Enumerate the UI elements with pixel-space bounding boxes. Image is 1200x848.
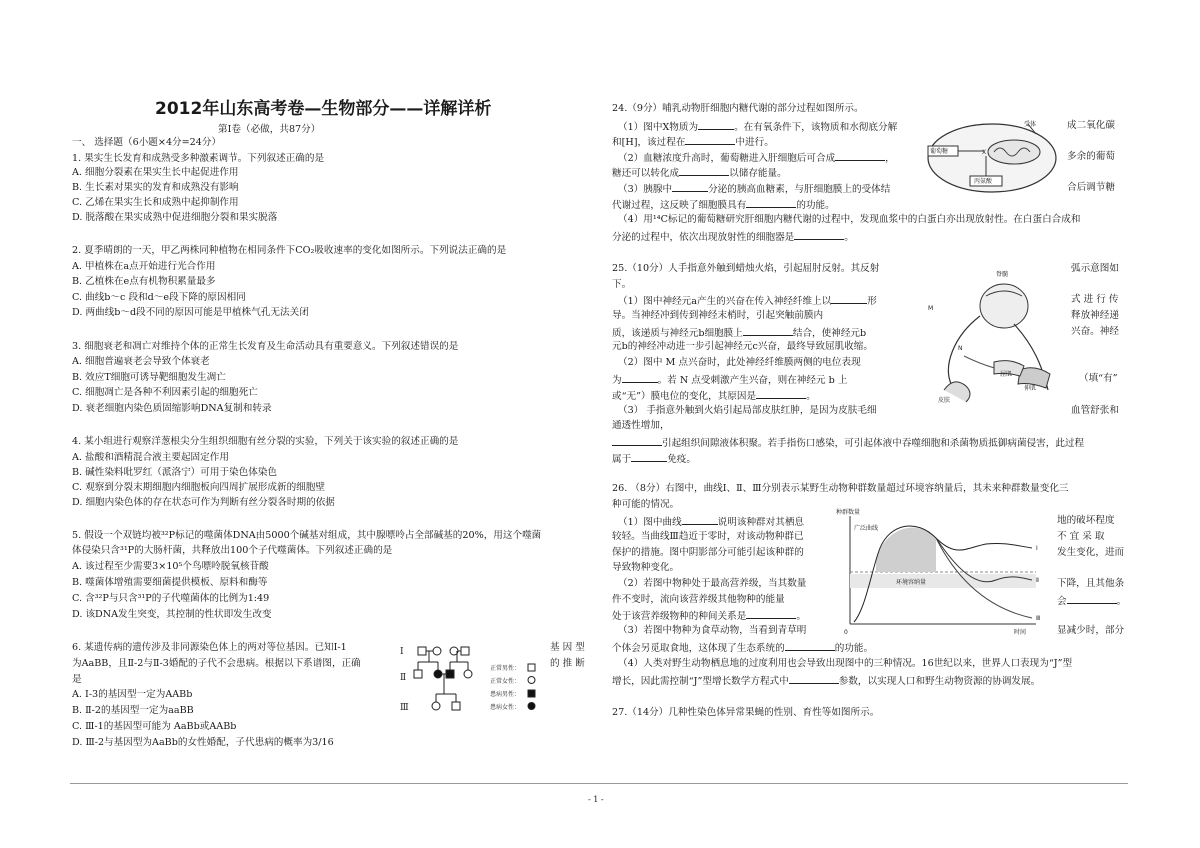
q24-part4: （4）用¹⁴C标记的葡萄糖研究肝细胞内糖代谢的过程中，发现血浆中的白蛋白亦出现放射性。在白蛋白合成和	[618, 214, 1081, 225]
q26-3-text-b: 显减少时，部分	[1057, 625, 1125, 636]
q6-right-text-1: 基 因 型	[550, 642, 585, 653]
q24-3-text-a: （3）胰腺中	[618, 184, 673, 195]
q24-2-text-d: 糖还可以转化成	[612, 168, 680, 179]
q2-option-d: D. 两曲线b～d段不同的原因可能是甲植株气孔无法关闭	[72, 307, 309, 318]
page-title: 2012年山东高考卷—生物部分——详解详析	[155, 99, 492, 119]
legend-normal-male: 正常男性：	[490, 665, 521, 672]
q24-3-text-b: 分泌的胰高血糖素，与肝细胞膜上的受体结	[708, 184, 891, 195]
q25-1-text-h: 兴奋。神经	[1071, 326, 1119, 337]
question-6-line1: 6. 某遗传病的遗传涉及非同源染色体上的两对等位基因。已知Ⅰ-1	[72, 642, 347, 653]
q5-option-d: D. 该DNA发生突变，其控制的性状即发生改变	[72, 609, 272, 620]
answer-blank[interactable]	[685, 135, 735, 145]
pedigree-affected-male-II3	[446, 670, 454, 678]
q6-right-text-2: 的 推 断	[550, 658, 585, 669]
question-24: 24.（9分）哺乳动物肝细胞内糖代谢的部分过程如图所示。	[612, 103, 864, 114]
q26-2-text-e: 。	[1116, 596, 1127, 607]
q1-option-d: D. 脱落酸在果实成熟中促进细胞分裂和果实脱落	[72, 212, 278, 223]
q25-3-text-f: 免疫。	[667, 454, 696, 465]
legend-affected-male: 患病男性：	[490, 691, 521, 698]
q26-2-text-g: 。	[796, 611, 806, 622]
fig24-alanine-label: 丙氨酸	[974, 178, 993, 185]
q25-2-text-d: 或“无”）膜电位的变化，其原因是	[612, 391, 757, 402]
q24-3-text-c: 合后调节糖	[1067, 182, 1115, 193]
q26-2-text-d: 会	[1057, 596, 1067, 607]
fig24-receptor-label: 受体	[1024, 121, 1037, 128]
q24-3-text-e: 的功能。	[796, 200, 835, 211]
answer-blank[interactable]	[794, 230, 844, 240]
q25-part3-cont2	[612, 452, 696, 466]
page-number: - 1 -	[588, 795, 604, 804]
q26-1-text-e: 不 宜 采 取	[1057, 531, 1105, 542]
q25-1-text-a: （1）图中神经元a产生的兴奋在传入神经纤维上以	[618, 296, 832, 307]
q25-1-text-c: 式 进 行 传	[1071, 294, 1119, 305]
q5-option-c: C. 含³²P与只含³¹P的子代噬菌体的比例为1:49	[72, 593, 270, 604]
pedigree-male-III2	[452, 702, 460, 710]
answer-blank[interactable]	[789, 674, 839, 684]
fig26-curve-2-label: Ⅱ	[1036, 577, 1039, 584]
q25-text-b: 弧示意图如	[1071, 263, 1119, 274]
q25-part2-cont2	[612, 389, 816, 403]
gen-label-2: Ⅱ	[400, 673, 407, 683]
q25-part1-cont	[612, 326, 866, 340]
fig25-flexor-label: 屈肌	[1000, 371, 1013, 378]
q26-part4-cont	[612, 674, 1040, 688]
figure-24-cell-metabolism	[924, 120, 1060, 196]
fig26-capacity-label: 环境容纳量	[896, 579, 927, 586]
q1-option-a: A. 细胞分裂素在果实生长中起促进作用	[72, 167, 239, 178]
question-5-line2: 体侵染只含³¹P的大肠杆菌，共释放出100个子代噬菌体。下列叙述正确的是	[72, 545, 393, 556]
pedigree-affected-female-II2	[434, 670, 442, 678]
answer-blank[interactable]	[746, 198, 796, 208]
q24-part1	[618, 120, 897, 134]
pedigree-female-II4	[464, 670, 472, 678]
q25-3-text-e: 属于	[612, 454, 632, 465]
section-subtitle: 第Ⅰ卷（必做，共87分）	[218, 124, 321, 135]
q3-option-d: D. 衰老细胞内染色质固缩影响DNA复制和转录	[72, 403, 272, 414]
q25-2-text-b: 。若 N 点受刺激产生兴奋，则在神经元 b 上	[657, 375, 848, 386]
figure-26-population-curves	[836, 508, 1046, 638]
pedigree-male-II1	[414, 670, 422, 678]
q25-text-c: 下。	[612, 279, 632, 290]
question-25: 25.（10分）人手指意外触到蜡烛火焰，引起屈肘反射。其反射	[612, 263, 880, 274]
q24-4-text-a: 分泌的过程中，依次出现放射性的细胞器是	[612, 232, 795, 243]
q25-1-text-g: 结合，使神经元b	[792, 328, 867, 339]
fig26-curve-3-label: Ⅲ	[1036, 615, 1041, 622]
answer-blank[interactable]	[672, 182, 708, 192]
q4-option-a: A. 盐酸和酒精混合液主要起固定作用	[72, 452, 229, 463]
q26-1-text-a: （1）图中曲线	[618, 517, 682, 528]
pedigree-female-I2	[433, 647, 441, 655]
q4-option-c: C. 观察到分裂末期细胞内细胞板向四周扩展形成新的细胞壁	[72, 482, 325, 493]
answer-blank[interactable]	[679, 166, 729, 176]
q26-part2-blank	[1057, 594, 1126, 608]
q24-2-text-a: （2）血糖浓度升高时，葡萄糖进入肝细胞后可合成	[618, 153, 836, 164]
q2-option-a: A. 甲植株在a点开始进行光合作用	[72, 261, 216, 272]
q26-1-text-b: 说明该种群对其栖息	[717, 517, 805, 528]
q26-1-text-c: 地的破坏程度	[1057, 515, 1115, 526]
question-6-line2: 为AaBB，且Ⅱ-2与Ⅱ-3婚配的子代不会患病。根据以下系谱图，正确	[72, 658, 361, 669]
fig25-skin-label: 皮肤	[938, 397, 951, 404]
question-1: 1. 果实生长发育和成熟受多种激素调节。下列叙述正确的是	[72, 153, 325, 164]
q24-part2	[618, 151, 895, 165]
q25-1-text-b: 形	[867, 296, 877, 307]
pedigree-chart	[398, 640, 544, 740]
answer-blank[interactable]	[612, 436, 662, 446]
answer-blank[interactable]	[785, 641, 835, 651]
answer-blank[interactable]	[746, 609, 796, 619]
q25-2-text-c: （填“有”	[1079, 373, 1118, 384]
answer-blank[interactable]	[631, 452, 667, 462]
q6-option-b: B. Ⅱ-2的基因型一定为aaBB	[72, 705, 194, 716]
q4-option-b: B. 碱性染料吡罗红（派洛宁）可用于染色体染色	[72, 467, 278, 478]
q4-option-d: D. 细胞内染色体的存在状态可作为判断有丝分裂各时期的依据	[72, 497, 335, 508]
fig24-x-label: X	[982, 149, 987, 156]
q26-1-text-g: 发生变化，进而	[1057, 547, 1125, 558]
gen-label-1: Ⅰ	[400, 647, 404, 657]
q26-3-text-d: 的功能。	[834, 643, 874, 654]
q24-part4-cont	[612, 230, 854, 244]
q24-1-text-d: 和[H]，该过程在	[612, 137, 686, 148]
q24-1-text-e: 中进行。	[735, 137, 774, 148]
q25-3-text-c: 通透性增加，	[612, 420, 670, 431]
q25-2-text-e: 。	[806, 391, 816, 402]
fig25-extensor-label: 伸肌	[1024, 385, 1037, 392]
q2-option-b: B. 乙植株在e点有机物积累量最多	[72, 276, 216, 287]
q24-1-text-a: （1）图中X物质为	[618, 122, 699, 133]
section-heading: 一、 选择题（6小题×4分=24分）	[72, 137, 222, 148]
q2-option-c: C. 曲线b～c 段和d～e段下降的原因相同	[72, 292, 246, 303]
q26-4-text-a: 增长，因此需控制“J”型增长数学方程式中	[612, 676, 789, 687]
q24-2-text-e: 以储存能量。	[729, 168, 787, 179]
answer-blank[interactable]	[756, 389, 806, 399]
legend-normal-female: 正常女性：	[490, 678, 521, 685]
q25-3-text-d: 引起组织间隙液体积聚。若手指伤口感染，可引起体液中吞噬细胞和杀菌物质抵御病菌侵害，此过程	[662, 438, 1085, 449]
q1-option-b: B. 生长素对果实的发育和成熟没有影响	[72, 182, 239, 193]
q26-part4: （4）人类对野生动物栖息地的过度利用也会导致出现图中的三种情况。16世纪以来，世界人口表现为“J”型	[618, 658, 1073, 669]
pedigree-male-I4	[461, 647, 469, 655]
question-4: 4. 某小组进行观察洋葱根尖分生组织细胞有丝分裂的实验，下列关于该实验的叙述正确的是	[72, 436, 459, 447]
q26-3-text-c: 个体会另觅取食地，这体现了生态系统的	[612, 643, 785, 654]
q3-option-c: C. 细胞凋亡是各种不利因素引起的细胞死亡	[72, 387, 258, 398]
q6-option-c: C. Ⅲ-1的基因型可能为 AaBb或AABb	[72, 721, 237, 732]
answer-blank[interactable]	[698, 120, 734, 130]
q26-part1	[618, 515, 804, 529]
q6-option-a: A. Ⅰ-3的基因型一定为AABb	[72, 689, 193, 700]
q26-part2: （2）若图中物种处于最高营养级，当其数量	[618, 578, 807, 589]
fig26-x-axis-label: 时间	[1014, 629, 1027, 636]
question-27: 27.（14分）几种性染色体异常果蝇的性别、育性等如图所示。	[612, 707, 880, 718]
q24-part3	[618, 182, 890, 196]
q25-1-text-i: 元b的神经冲动进一步引起神经元c兴奋，最终导致屈肌收缩。	[612, 341, 873, 352]
q26-text-b: 种可能的情况。	[612, 499, 680, 510]
q5-option-a: A. 该过程至少需要3×10⁵个鸟嘌呤脱氧核苷酸	[72, 561, 269, 572]
q24-1-text-c: 成二氧化碳	[1067, 120, 1115, 131]
q26-1-text-f: 保护的措施。图中阴影部分可能引起该种群的	[612, 547, 804, 558]
q24-part1-cont	[612, 135, 774, 149]
q26-2-text-f: 处于该营养级物种的种间关系是	[612, 611, 747, 622]
q25-part2-cont	[612, 373, 847, 387]
question-5-line1: 5. 假设一个双链均被³²P标记的噬菌体DNA由5000个碱基对组成，其中腺嘌呤占全部碱基的20%，用这个噬菌	[72, 530, 542, 541]
q25-3-text-b: 血管舒张和	[1071, 405, 1119, 416]
fig25-spinal-cord-label: 脊髓	[996, 271, 1009, 278]
pedigree-male-I1	[418, 647, 426, 655]
fig24-glucose-label: 葡萄糖	[930, 148, 949, 155]
question-6-line3: 是	[72, 674, 82, 685]
figure-25-reflex-arc	[924, 266, 1068, 406]
q25-part2: （2）图中 M 点兴奋时，此处神经纤维膜两侧的电位表现	[618, 357, 861, 368]
q3-option-a: A. 细胞普遍衰老会导致个体衰老	[72, 356, 210, 367]
footer-divider	[70, 783, 1128, 784]
q26-4-text-b: 参数，以实现人口和野生动物资源的协调发展。	[838, 676, 1041, 687]
q5-option-b: B. 噬菌体增殖需要细菌提供模板、原料和酶等	[72, 577, 268, 588]
q24-3-text-d: 代谢过程，这反映了细胞膜具有	[612, 200, 747, 211]
pedigree-female-III1	[432, 702, 440, 710]
q26-1-text-d: 较轻。当曲线Ⅲ趋近于零时，对该动物种群已	[612, 531, 804, 542]
answer-blank[interactable]	[835, 151, 885, 161]
fig25-n-label: N	[958, 345, 963, 352]
q24-2-text-b: ，	[885, 153, 895, 164]
q26-part3: （3）若图中物种为食草动物，当看到青草明	[618, 625, 807, 636]
q26-1-text-h: 导致物种变化。	[612, 562, 680, 573]
fig25-m-label: M	[928, 305, 934, 312]
q24-2-text-c: 多余的葡萄	[1067, 151, 1115, 162]
q25-1-text-f: 质，该递质与神经元b细胞膜上	[612, 328, 743, 339]
answer-blank[interactable]	[622, 373, 658, 383]
q6-option-d: D. Ⅲ-2与基因型为AaBb的女性婚配，子代患病的概率为3/16	[72, 737, 334, 748]
q26-part3-cont	[612, 641, 873, 655]
fig26-curve-1-label: Ⅰ	[1036, 545, 1038, 552]
q25-part1	[618, 294, 877, 308]
answer-blank[interactable]	[743, 326, 793, 336]
q25-2-text-a: 为	[612, 375, 622, 386]
q25-part3-cont	[612, 436, 1084, 450]
q24-1-text-b: 。在有氧条件下，该物质和水彻底分解	[734, 122, 898, 133]
q26-2-text-b: 下降，且其他条	[1057, 578, 1125, 589]
fig26-origin-label: 0	[844, 629, 848, 636]
q25-1-text-d: 导。当神经冲到传到神经末梢时，引起突触前膜内	[612, 310, 824, 321]
legend-affected-female: 患病女性：	[490, 704, 521, 711]
fig26-curve-label: 广泛曲线	[854, 525, 879, 532]
q24-4-text-b: 。	[844, 232, 854, 243]
answer-blank[interactable]	[682, 515, 718, 525]
q26-part2-cont	[612, 609, 806, 623]
q25-1-text-e: 释放神经递	[1071, 310, 1119, 321]
question-3: 3. 细胞衰老和凋亡对维持个体的正常生长发育及生命活动具有重要意义。下列叙述错误的是	[72, 341, 459, 352]
gen-label-3: Ⅲ	[400, 703, 409, 713]
answer-blank[interactable]	[831, 294, 867, 304]
q25-part3: （3） 手指意外触到火焰引起局部皮肤红肿，是因为皮肤毛细	[618, 405, 877, 416]
q1-option-c: C. 乙烯在果实生长和成熟中起抑制作用	[72, 197, 239, 208]
q24-part3-cont	[612, 198, 835, 212]
q26-2-text-c: 件不变时，流向该营养级其他物种的能量	[612, 594, 785, 605]
q24-part2-cont	[612, 166, 787, 180]
fig26-y-axis-label: 种群数量	[836, 509, 861, 516]
question-26: 26. （8分）右图中，曲线Ⅰ、Ⅱ、Ⅲ分别表示某野生动物种群数量超过环境容纳量后，其未来种群数量变化三	[612, 483, 1069, 494]
q3-option-b: B. 效应T细胞可诱导靶细胞发生凋亡	[72, 372, 226, 383]
question-2: 2. 夏季晴朗的一天，甲乙两株同种植物在相同条件下CO₂吸收速率的变化如图所示。下列说法正确的是	[72, 245, 507, 256]
answer-blank[interactable]	[1067, 594, 1117, 604]
